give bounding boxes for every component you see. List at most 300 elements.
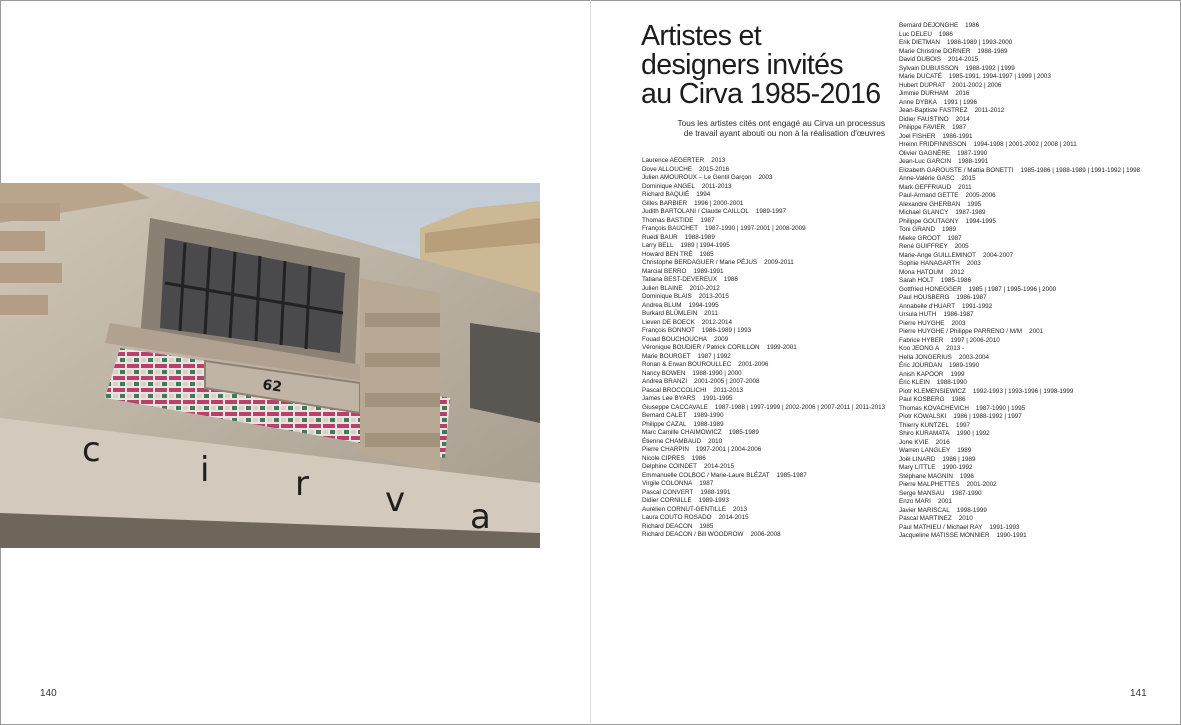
artist-name: Michael GLANCY <box>899 209 949 216</box>
artist-name: Toni GRAND <box>899 226 936 233</box>
artist-entry <box>899 201 1140 210</box>
page-number-right: 141 <box>1130 688 1147 699</box>
artist-years: 1989-1991 <box>693 267 724 275</box>
artist-name: Howard BEN TRÉ <box>642 250 693 258</box>
artist-years: 1985 <box>699 250 714 258</box>
artist-entry <box>642 200 885 209</box>
artist-entry <box>899 243 1140 252</box>
artist-years: 1985-1987 <box>776 471 807 479</box>
artist-entry <box>642 208 885 217</box>
title-line: au Cirva 1985-2016 <box>641 78 881 110</box>
artist-years: 1989-1990 <box>949 362 980 369</box>
artist-entry <box>899 124 1140 133</box>
artist-name: Jimmie DURHAM <box>899 90 949 97</box>
artist-years: 1986 <box>938 30 953 38</box>
artist-name: Jacqueline MATISSE MONNIER <box>899 532 990 539</box>
artist-name: Thomas BASTIDE <box>642 216 694 224</box>
artist-years: 2004-2007 <box>982 251 1014 259</box>
intro-line: de travail ayant abouti ou non à la réalisation d'œuvres <box>683 128 885 138</box>
artist-entry <box>642 302 885 311</box>
artist-years: 2009 <box>714 335 729 343</box>
artist-years: 1988-1989 <box>977 47 1008 55</box>
artist-name: Marie Christine DORNER <box>899 47 971 55</box>
artist-entry <box>899 345 1140 354</box>
artist-name: Thierry KUNTZEL <box>899 421 950 429</box>
artist-entry <box>642 404 885 413</box>
artist-entry <box>899 490 1140 499</box>
artist-name: Hreinn FRIDFINNSSON <box>899 141 967 148</box>
artist-entry <box>899 82 1140 91</box>
artist-entry <box>899 473 1140 482</box>
title-line: Artistes et <box>641 20 762 52</box>
artist-name: Burkard BLÜMLEIN <box>642 310 698 317</box>
artist-name: Étienne CHAMBAUD <box>642 437 702 445</box>
artist-name: Gottfried HONEGGER <box>899 285 962 293</box>
artist-years: 1988-1989 <box>693 420 724 428</box>
artist-name: Lieven DE BOECK <box>642 318 695 326</box>
artist-entry <box>899 133 1140 142</box>
artist-name: Shiro KURAMATA <box>899 430 950 437</box>
artist-entry <box>899 167 1140 176</box>
artist-years: 1985-1991, 1994-1997 | 1999 | 2003 <box>948 73 1051 80</box>
artist-entry <box>899 422 1140 431</box>
artist-name: Tatiana BEST-DEVEREUX <box>642 276 717 283</box>
artist-entry <box>642 506 885 515</box>
artist-name: Hella JONGERIUS <box>899 353 952 361</box>
artist-entry <box>899 311 1140 320</box>
artist-entry <box>642 268 885 277</box>
artist-name: Elizabeth GAROUSTE / Mattia BONETTI <box>899 166 1014 174</box>
artist-years: 2015 <box>961 175 976 182</box>
artist-years: 2011-2012 <box>974 107 1005 114</box>
artist-name: Richard DEACON / Bill WOODROW <box>642 531 744 538</box>
artist-entry <box>899 209 1140 218</box>
artist-name: Philippe GOUTAGNY <box>899 217 959 225</box>
artist-entry <box>899 184 1140 193</box>
artist-entry <box>642 514 885 523</box>
artist-years: 1986 | 1989 <box>942 455 976 463</box>
artist-years: 1987 <box>947 234 962 242</box>
artist-entry <box>899 31 1140 40</box>
artist-name: Laura COUTO ROSADO <box>642 514 712 521</box>
artist-entry <box>642 523 885 532</box>
artist-entry <box>642 361 885 370</box>
intro-text <box>641 118 885 138</box>
artist-years: 1987 <box>700 216 715 224</box>
artist-name: Jone KVIE <box>899 438 929 446</box>
artist-name: Serge MANSAU <box>899 489 945 497</box>
artist-entry <box>899 141 1140 150</box>
artist-years: 1994-1995 <box>688 301 719 309</box>
artist-name: Mona HATOUM <box>899 268 944 276</box>
artist-name: Mary LITTLE <box>899 464 936 471</box>
artist-name: Richard DEACON <box>642 522 693 530</box>
artist-years: 2005 <box>954 243 969 250</box>
artist-name: Mieke GROOT <box>899 234 941 242</box>
artist-entry <box>899 447 1140 456</box>
artist-entry <box>899 515 1140 524</box>
artist-entry <box>899 524 1140 533</box>
artist-name: James Lee BYARS <box>642 395 696 402</box>
artist-name: Anish KAPOOR <box>899 370 944 378</box>
artist-entry <box>642 353 885 362</box>
artist-name: Marie-Ange GUILLEMINOT <box>899 251 976 259</box>
artist-entry <box>642 191 885 200</box>
artist-list-column-2 <box>899 22 1140 541</box>
artist-years: 1997 <box>956 421 971 429</box>
artist-name: Anne-Valérie GASC <box>899 175 955 182</box>
artist-years: 1989-1997 <box>755 208 786 215</box>
artist-name: Pierre HUYGHE / Philippe PARRENO / M/M <box>899 328 1023 335</box>
facade-letter-i: i <box>200 450 210 490</box>
artist-years: 1986-1987 <box>956 294 987 301</box>
artist-entry <box>642 412 885 421</box>
artist-years: 2001-2005 | 2007-2008 <box>694 378 760 385</box>
artist-name: Marcial BERRO <box>642 267 687 275</box>
artist-name: Marie DUCATÉ <box>899 73 942 80</box>
artist-years: 1987-1990 <box>957 149 988 157</box>
facade-letter-c: c <box>82 430 101 470</box>
artist-entry <box>642 480 885 489</box>
page-title <box>641 22 891 109</box>
artist-name: Richard BAQUIÉ <box>642 191 690 198</box>
artist-entry <box>642 497 885 506</box>
artist-entry <box>899 150 1140 159</box>
artist-entry <box>642 217 885 226</box>
artist-name: Éric JOURDAN <box>899 362 943 369</box>
artist-years: 1990-1991 <box>996 532 1027 539</box>
artist-name: Pascal MARTINEZ <box>899 515 952 522</box>
plaque-number: 62 <box>261 377 283 396</box>
artist-years: 2016 <box>955 90 970 97</box>
artist-name: Véronique BOUDIER / Patrick CORILLON <box>642 344 760 351</box>
artist-name: Pierre HUYGHE <box>899 319 945 327</box>
artist-entry <box>899 379 1140 388</box>
artist-entry <box>899 532 1140 541</box>
artist-years: 1997 | 2006-2010 <box>950 336 1000 344</box>
artist-years: 1985-1986 <box>940 277 972 284</box>
artist-entry <box>642 251 885 260</box>
artist-name: Virgile COLONNA <box>642 480 693 487</box>
artist-years: 2011 <box>704 310 718 317</box>
artist-years: 1987 <box>699 480 714 487</box>
artist-years: 2005-2006 <box>965 192 996 199</box>
artist-years: 1985-1986 | 1988-1989 | 1991-1992 | 1998 <box>1020 166 1141 174</box>
artist-years: 2013 <box>711 157 726 164</box>
artist-entry <box>899 90 1140 99</box>
artist-entry <box>899 158 1140 167</box>
artist-entry <box>899 56 1140 65</box>
artist-name: Nancy BOWEN <box>642 369 686 377</box>
artist-name: Mark GEFFRIAUD <box>899 183 952 191</box>
artist-years: 2014 <box>955 115 970 123</box>
artist-entry <box>899 464 1140 473</box>
artist-years: 2014-2015 <box>718 514 749 521</box>
artist-name: Hubert DUPRAT <box>899 81 946 89</box>
artist-entry <box>899 294 1140 303</box>
artist-name: Delphine COINDET <box>642 463 697 470</box>
artist-name: Judith BARTOLANI / Claude CAILLOL <box>642 208 749 215</box>
artist-years: 2013-2015 <box>698 293 729 300</box>
artist-entry <box>642 489 885 498</box>
artist-years: 1988-1991 <box>700 488 731 496</box>
artist-years: 1988-1990 <box>936 379 967 386</box>
artist-years: 1999-2001 <box>766 344 797 351</box>
artist-years: 2011-2013 <box>713 386 744 394</box>
artist-name: Fouad BOUCHOUCHA <box>642 335 708 343</box>
artist-entry <box>899 371 1140 380</box>
artist-years: 1986 | 1988-1992 | 1997 <box>953 413 1022 420</box>
artist-years: 1996 <box>959 472 974 480</box>
artist-name: Ruedi BAUR <box>642 233 678 241</box>
artist-entry <box>642 421 885 430</box>
artist-entry <box>899 439 1140 448</box>
artist-entry <box>642 344 885 353</box>
artist-years: 1989 <box>957 447 972 454</box>
artist-name: René GUIFFREY <box>899 243 948 250</box>
artist-name: Paul HOUSBERG <box>899 294 950 301</box>
artist-years: 1991-1995 <box>702 395 733 402</box>
artist-years: 1994 <box>696 191 711 198</box>
artist-name: François BONNOT <box>642 327 695 334</box>
artist-entry <box>642 531 885 540</box>
artist-entry <box>899 362 1140 371</box>
artist-entry <box>642 446 885 455</box>
artist-name: Luc DELEU <box>899 30 932 38</box>
artist-entry <box>642 293 885 302</box>
artist-years: 2003-2004 <box>958 353 989 361</box>
artist-years: 2013 <box>732 505 747 513</box>
artist-entry <box>642 183 885 192</box>
artist-years: 1987-1990 | 1997-2001 | 2008-2009 <box>704 225 806 232</box>
artist-name: Ursula HUTH <box>899 311 937 318</box>
artist-name: Philippe CAZAL <box>642 420 687 428</box>
artist-years: 1988-1992 | 1999 <box>965 64 1015 72</box>
artist-name: Sarah HOLT <box>899 277 934 284</box>
artist-entry <box>642 276 885 285</box>
artist-entry <box>899 354 1140 363</box>
artist-name: Julien BLAINE <box>642 284 683 292</box>
artist-years: 2003 <box>966 260 981 267</box>
artist-years: 1991-1993 <box>989 523 1020 531</box>
artist-name: Éric KLEIN <box>899 379 930 386</box>
artist-years: 2010-2012 <box>689 284 720 292</box>
artist-entry <box>642 310 885 319</box>
artist-years: 2001-2006 <box>738 361 769 368</box>
artist-entry <box>899 303 1140 312</box>
artist-entry <box>899 337 1140 346</box>
artist-name: Fabrice HYBER <box>899 336 944 344</box>
artist-years: 2003 <box>951 319 966 327</box>
artist-name: Andrea BLUM <box>642 301 682 309</box>
artist-years: 1986-1991 <box>942 132 973 140</box>
artist-entry <box>642 225 885 234</box>
artist-name: Dove ALLOUCHE <box>642 165 693 173</box>
artist-years: 1986-1987 <box>943 311 974 318</box>
artist-entry <box>899 396 1140 405</box>
artist-name: Anne DYBKA <box>899 98 937 106</box>
artist-years: 2001-2002 <box>966 481 997 488</box>
artist-entry <box>642 438 885 447</box>
artist-name: Olivier GAGNÈRE <box>899 149 951 157</box>
artist-years: 1987 | 1992 <box>697 352 731 360</box>
artist-entry <box>899 107 1140 116</box>
artist-entry <box>899 235 1140 244</box>
artist-years: 1991 | 1996 <box>943 98 977 106</box>
artist-years: 1989-1993 <box>698 497 729 504</box>
facade-illustration <box>0 183 540 548</box>
artist-years: 2001 <box>1029 328 1044 335</box>
artist-name: Koo JEONG A <box>899 345 940 352</box>
artist-entry <box>899 328 1140 337</box>
artist-entry <box>899 286 1140 295</box>
artist-entry <box>642 395 885 404</box>
artist-name: Marc Camille CHAIMOWICZ <box>642 429 722 436</box>
artist-years: 2016 <box>935 438 950 446</box>
artist-name: Erik DIETMAN <box>899 39 940 46</box>
artist-years: 1998-1999 <box>956 506 987 514</box>
artist-entry <box>899 269 1140 278</box>
artist-entry <box>642 463 885 472</box>
artist-years: 1994-1998 | 2001-2002 | 2008 | 2011 <box>973 141 1077 148</box>
artist-name: Pascal BROCCOLICHI <box>642 386 707 394</box>
artist-name: Andrea BRANZI <box>642 378 688 385</box>
artist-years: 1986 <box>691 454 706 462</box>
artist-entry <box>642 336 885 345</box>
artist-entry <box>899 405 1140 414</box>
artist-years: 1994-1995 <box>965 217 996 225</box>
artist-years: 1990 | 1992 <box>956 430 990 437</box>
artist-years: 1989 <box>942 226 957 233</box>
artist-entry <box>899 218 1140 227</box>
artist-years: 1991-1992 <box>962 302 993 310</box>
artist-name: Giuseppe CACCAVALE <box>642 403 708 411</box>
artist-name: Philippe FAVIER <box>899 124 946 131</box>
artist-name: Larry BELL <box>642 242 674 249</box>
artist-entry <box>899 192 1140 201</box>
artist-years: 1986-1989 | 1993 <box>701 327 752 334</box>
artist-name: Nicole CIPRES <box>642 454 685 462</box>
artist-years: 1987-1988 | 1997-1999 | 2002-2006 | 2007-2011 | 2011-2013 <box>714 403 886 411</box>
artist-entry <box>642 378 885 387</box>
artist-entry <box>899 413 1140 422</box>
artist-entry <box>899 507 1140 516</box>
artist-name: Didier CORNILLE <box>642 497 692 504</box>
artist-years: 1990-1992 <box>942 464 973 471</box>
artist-name: Ronan & Erwan BOUROULLEC <box>642 361 732 368</box>
artist-years: 1986 <box>951 396 966 403</box>
artist-years: 2014-2015 <box>948 56 979 63</box>
artist-name: Pierre CHARPIN <box>642 446 689 453</box>
artist-years: 1997-2001 | 2004-2006 <box>695 446 762 453</box>
artist-name: Joël LINARD <box>899 455 936 463</box>
artist-years: 1988-1990 | 2000 <box>692 369 742 377</box>
artist-name: Bernard CALET <box>642 412 687 419</box>
artist-name: Marie BOURGET <box>642 352 691 360</box>
artist-entry <box>642 319 885 328</box>
artist-entry <box>899 456 1140 465</box>
artist-years: 2011-2013 <box>701 182 732 190</box>
artist-name: Alexandre GHERBAN <box>899 200 961 208</box>
artist-name: Emmanuelle COLBOC / Marie-Laure BLÉZAT <box>642 471 770 479</box>
artist-name: Joel FISHER <box>899 132 936 140</box>
artist-name: Bernard DEJONGHE <box>899 22 959 29</box>
artist-name: Jean-Baptiste FASTREZ <box>899 107 968 114</box>
artist-years: 2013 - <box>946 345 965 352</box>
artist-name: Piotr KLEMENSIEWICZ <box>899 387 966 395</box>
artist-years: 1985 | 1987 | 1995-1996 | 2000 <box>968 285 1057 293</box>
artist-entry <box>899 73 1140 82</box>
artist-name: Laurence AEGERTER <box>642 157 705 164</box>
artist-years: 2015-2016 <box>699 165 730 173</box>
artist-entry <box>642 455 885 464</box>
page-number-left: 140 <box>40 688 57 699</box>
artist-years: 1995 <box>967 200 982 208</box>
artist-entry <box>642 234 885 243</box>
artist-entry <box>642 370 885 379</box>
artist-years: 1992-1993 | 1993-1996 | 1998-1999 <box>972 387 1074 395</box>
artist-years: 1987 <box>952 124 967 131</box>
artist-name: Stéphane MAGNIN <box>899 472 953 480</box>
artist-entry <box>899 498 1140 507</box>
artist-entry <box>642 429 885 438</box>
artist-entry <box>899 277 1140 286</box>
artist-name: Sylvain DUBUISSON <box>899 64 959 72</box>
artist-name: Paul KOSBERG <box>899 396 945 403</box>
artist-entry <box>899 320 1140 329</box>
title-line: designers invités <box>641 49 844 81</box>
artist-years: 2006-2008 <box>750 531 781 538</box>
artist-years: 1987-1989 <box>955 209 986 216</box>
artist-years: 2009-2011 <box>764 259 794 266</box>
artist-years: 2001 <box>937 498 952 505</box>
artist-entry <box>899 22 1140 31</box>
artist-entry <box>899 48 1140 57</box>
artist-name: Paul-Armand GETTE <box>899 192 959 199</box>
artist-entry <box>899 481 1140 490</box>
artist-years: 1985-1989 <box>728 429 759 436</box>
artist-entry <box>642 174 885 183</box>
artist-entry <box>899 226 1140 235</box>
artist-entry <box>899 252 1140 261</box>
artist-years: 2011 <box>958 183 972 191</box>
artist-name: Dominique ANGEL <box>642 182 695 190</box>
artist-entry <box>899 116 1140 125</box>
artist-name: Christophe BERDAGUER / Marie PÉJUS <box>642 259 758 266</box>
artist-entry <box>642 166 885 175</box>
artist-name: Paul MATHIEU / Michael RAY <box>899 523 983 531</box>
artist-name: Didier FAUSTINO <box>899 115 949 123</box>
artist-years: 1988-1991 <box>958 158 989 165</box>
artist-entry <box>899 430 1140 439</box>
artist-entry <box>642 285 885 294</box>
artist-years: 1986 <box>965 22 980 29</box>
artist-entry <box>642 387 885 396</box>
artist-name: Warren LANGLEY <box>899 447 951 454</box>
artist-entry <box>642 472 885 481</box>
page-gutter <box>590 0 591 725</box>
facade-letter-v: v <box>385 480 406 520</box>
artist-years: 1986 <box>723 276 738 283</box>
artist-list-column-1 <box>642 157 885 540</box>
artist-years: 1985 <box>699 522 714 530</box>
intro-line: Tous les artistes cités ont engagé au Cirva un processus <box>677 118 885 128</box>
artist-entry <box>642 259 885 268</box>
artist-name: François BAUCHET <box>642 225 698 232</box>
artist-years: 1987-1990 <box>951 489 982 497</box>
artist-name: Thomas KOVACHEVICH <box>899 404 969 412</box>
facade-letter-a: a <box>470 497 491 537</box>
